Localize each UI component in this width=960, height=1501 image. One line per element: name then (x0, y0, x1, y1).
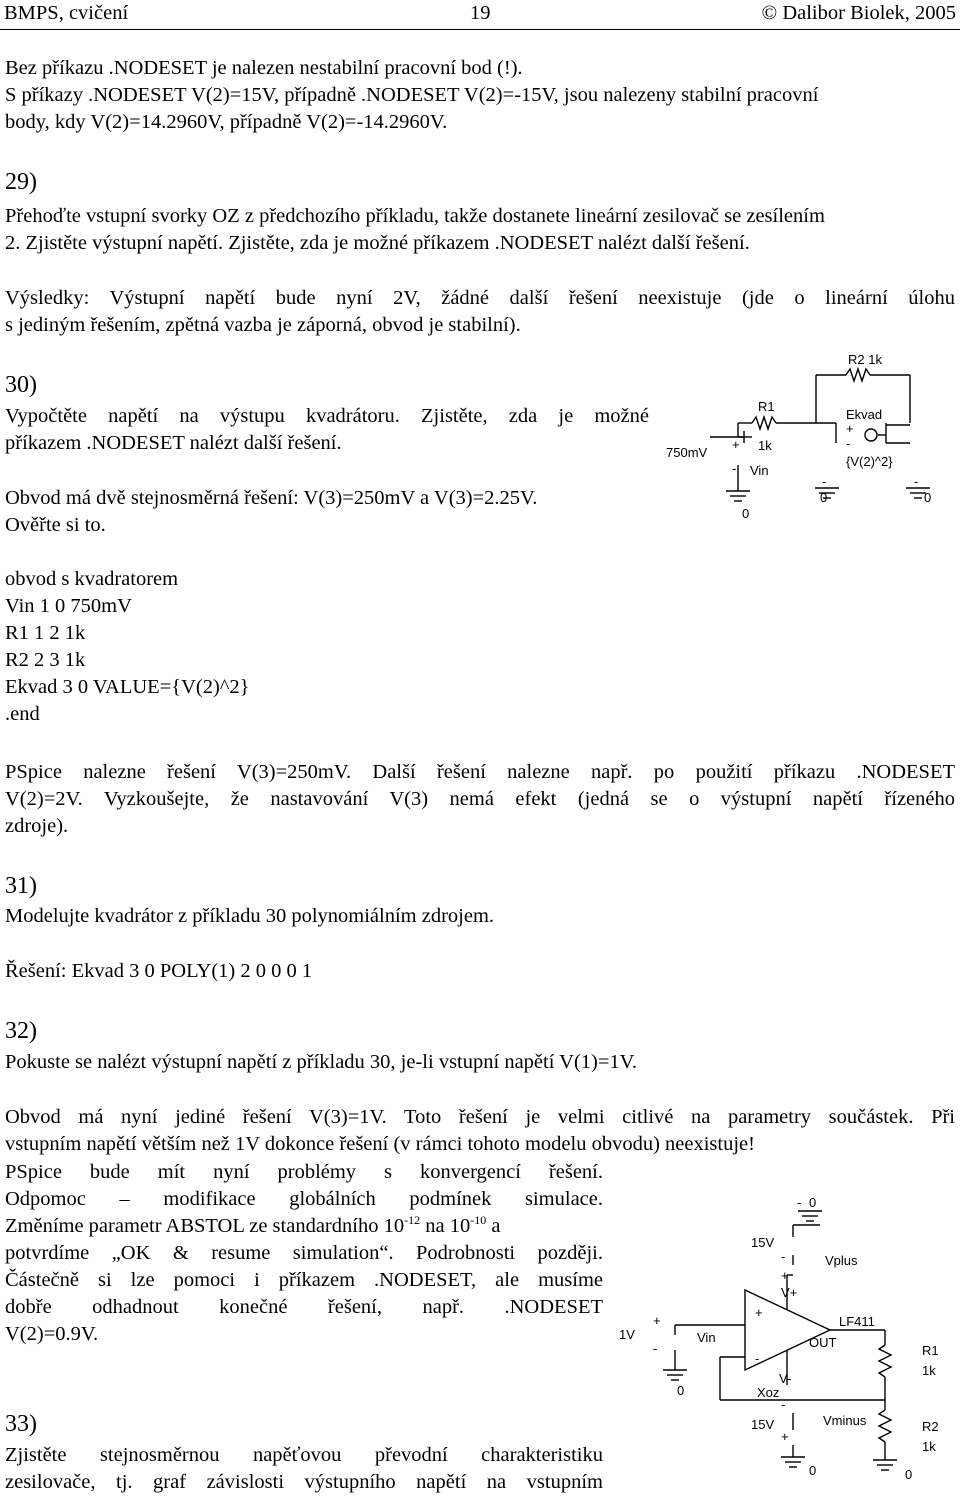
ground-label-3: 0 (742, 506, 750, 521)
source-minus: - (653, 1341, 658, 1356)
opamp-circuit-diagram (615, 1185, 960, 1485)
source-plus: + (732, 437, 740, 452)
opamp-vm-pin: V- (779, 1371, 792, 1386)
intro-line-1: Bez příkazu .NODESET je nalezen nestabilní pracovní bod (!). (5, 57, 523, 79)
abstol-text-b: na 10 (420, 1215, 471, 1237)
header-course: BMPS, cvičení (4, 2, 129, 24)
header-author: © Dalibor Biolek, 2005 (761, 2, 956, 24)
exercise-32-line-2: Obvod má nyní jediné řešení V(3)=1V. Toto řešení je velmi citlivé na parametry součástek. Při (5, 1106, 955, 1128)
r1-name: R1 (922, 1343, 939, 1358)
abstol-exp-1: -12 (404, 1213, 421, 1228)
source-plus: + (653, 1313, 661, 1328)
supply-top-minus-ground: - (797, 1195, 802, 1210)
supply-top-ground: 0 (809, 1195, 817, 1210)
exercise-33-line-1: Zjistěte stejnosměrnou napěťovou převodní charakteristiku (5, 1444, 603, 1466)
convergence-line-6: dobře odhadnout konečné řešení, např. .NODESET (5, 1296, 603, 1318)
page-header (0, 0, 960, 30)
exercise-32-line-1: Pokuste se nalézt výstupní napětí z příkladu 30, je-li vstupní napětí V(1)=1V. (5, 1051, 637, 1073)
exercise-30-line-3: Obvod má dvě stejnosměrná řešení: V(3)=250mV a V(3)=2.25V. (5, 487, 538, 509)
r2-label: R2 1k (848, 352, 882, 367)
exercise-31-heading: 31) (5, 873, 37, 899)
ground-minus-1: - (822, 474, 827, 489)
header-rule (0, 29, 960, 30)
ground-minus-2: - (914, 474, 919, 489)
opamp-out-pin: OUT (809, 1335, 837, 1350)
supply-bottom-value: 15V (751, 1417, 775, 1432)
exercise-29-result-2: s jediným řešením, zpětná vazba je záporná, obvod je stabilní). (5, 314, 521, 336)
header-page-number: 19 (470, 2, 491, 24)
convergence-line-1: PSpice bude mít nyní problémy s konvergencí řešení. (5, 1161, 603, 1183)
exercise-30-line-2: příkazem .NODESET nalézt další řešení. (5, 432, 342, 454)
r1-value: 1k (922, 1363, 936, 1378)
exercise-32-heading: 32) (5, 1018, 37, 1044)
abstol-text-c: a (486, 1215, 501, 1237)
ekvad-name: Ekvad (846, 407, 883, 422)
vminus-label: Vminus (823, 1413, 867, 1428)
source-value: 750mV (666, 445, 708, 460)
exercise-30-line-1: Vypočtěte napětí na výstupu kvadrátoru. Zjistěte, zda je možné (5, 405, 649, 427)
pspice-note-line-1: PSpice nalezne řešení V(3)=250mV. Další řešení nalezne např. po použití příkazu .NODESET (5, 761, 955, 783)
netlist-line: .end (5, 703, 40, 725)
exercise-30-heading: 30) (5, 372, 37, 398)
pspice-note-line-2: V(2)=2V. Vyzkoušejte, že nastavování V(3) nemá efekt (jedná se o výstupní napětí řízeného (5, 788, 955, 810)
opamp-minus-input: - (755, 1351, 760, 1366)
vplus-label: Vplus (825, 1253, 858, 1268)
convergence-line-7: V(2)=0.9V. (5, 1323, 99, 1345)
supply-bottom-ground: 0 (809, 1463, 817, 1478)
netlist-line: Ekvad 3 0 VALUE={V(2)^2} (5, 676, 250, 698)
source-minus: - (732, 461, 737, 476)
supply-top-minus: - (781, 1249, 786, 1264)
opamp-name: Xoz (757, 1385, 780, 1400)
supply-bottom-plus: + (781, 1429, 789, 1444)
squarer-circuit-diagram (660, 345, 960, 525)
convergence-line-2: Odpomoc – modifikace globálních podmínek simulace. (5, 1188, 603, 1210)
r2-value: 1k (922, 1439, 936, 1454)
exercise-33-line-2: zesilovače, tj. graf závislosti výstupního napětí na vstupním (5, 1471, 603, 1493)
source-value: 1V (619, 1327, 635, 1342)
exercise-29-line-2: 2. Zjistěte výstupní napětí. Zjistěte, zda je možné příkazem .NODESET nalézt další řešení. (5, 232, 750, 254)
supply-bottom-minus: - (781, 1397, 786, 1412)
exercise-31-line-1: Modelujte kvadrátor z příkladu 30 polynomiálním zdrojem. (5, 905, 495, 927)
supply-top-value: 15V (751, 1235, 775, 1250)
source-name: Vin (697, 1330, 716, 1345)
supply-top-plus: + (781, 1268, 789, 1283)
netlist-line: R2 2 3 1k (5, 649, 86, 671)
netlist-line: obvod s kvadratorem (5, 568, 179, 590)
netlist-line: Vin 1 0 750mV (5, 595, 132, 617)
ekvad-minus: - (846, 436, 851, 451)
r1-value: 1k (758, 438, 772, 453)
opamp-plus-input: + (755, 1305, 763, 1320)
netlist (5, 566, 250, 728)
pspice-note-line-3: zdroje). (5, 815, 69, 837)
intro-line-2: S příkazy .NODESET V(2)=15V, případně .NODESET V(2)=-15V, jsou nalezeny stabilní pracovní (5, 84, 819, 106)
opamp-model: LF411 (839, 1314, 875, 1329)
ground-label-2: 0 (924, 490, 932, 505)
opamp-vp-pin: V+ (781, 1285, 798, 1300)
intro-line-3: body, kdy V(2)=14.2960V, případně V(2)=-14.2960V. (5, 111, 448, 133)
convergence-line-5: Částečně si lze pomoci i příkazem .NODESET, ale musíme (5, 1269, 603, 1291)
abstol-text-a: Změníme parametr ABSTOL ze standardního 10 (5, 1215, 405, 1237)
convergence-line-3 (5, 1213, 603, 1240)
ekvad-value: {V(2)^2} (846, 454, 893, 469)
convergence-line-4: potvrdíme „OK & resume simulation“. Podrobnosti později. (5, 1242, 603, 1264)
exercise-29-result-1: Výsledky: Výstupní napětí bude nyní 2V, žádné další řešení neexistuje (jde o lineární úlohu (5, 287, 955, 309)
abstol-exp-2: -10 (470, 1213, 487, 1228)
ground-label-1: 0 (820, 490, 828, 505)
r2-ground: 0 (905, 1467, 913, 1482)
source-name: Vin (750, 463, 769, 478)
exercise-33-heading: 33) (5, 1411, 37, 1437)
ekvad-plus: + (846, 421, 854, 436)
exercise-31-solution: Řešení: Ekvad 3 0 POLY(1) 2 0 0 0 1 (5, 960, 313, 982)
r2-name: R2 (922, 1419, 939, 1434)
r1-label: R1 (758, 399, 775, 414)
exercise-30-line-4: Ověřte si to. (5, 514, 106, 536)
exercise-29-heading: 29) (5, 169, 37, 195)
exercise-29-line-1: Přehoďte vstupní svorky OZ z předchozího příkladu, takže dostanete lineární zesilovač se zesílením (5, 205, 825, 227)
source-ground: 0 (677, 1383, 685, 1398)
netlist-line: R1 1 2 1k (5, 622, 86, 644)
exercise-32-line-3: vstupním napětí větším než 1V dokonce řešení (v rámci tohoto modelu obvodu) neexistuje! (5, 1133, 755, 1155)
